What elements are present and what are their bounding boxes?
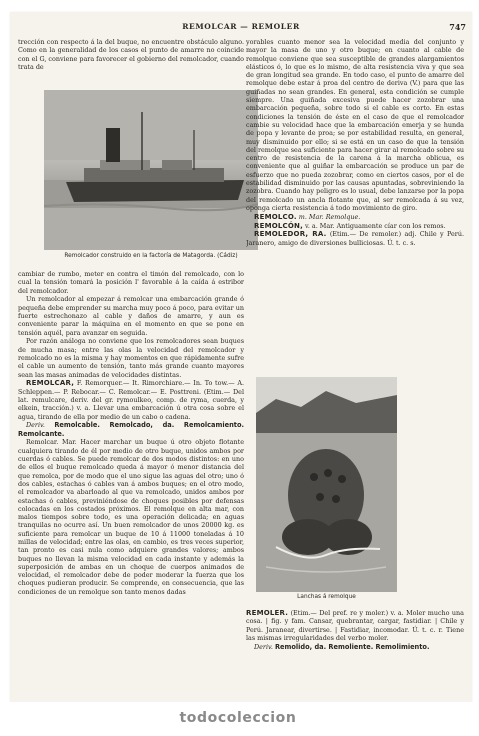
column-right-top [246,38,464,376]
entry-headword: REMOLCAR, [26,379,75,388]
dictionary-entry-remolcar [18,379,244,420]
running-head-title: REMOLCAR — REMOLER [182,22,300,31]
page-number: 747 [449,22,466,32]
paragraph: Remolcar. Mar. Hacer marchar un buque ú otro objeto flotante cualquiera tirando de él por medio de otro buque, unidos ambos por cuerdas ó cables. Se puede remolcar de dos modos distintos: en uno de ellos el buque remolcado queda á mayor ó menor distancia del que remolca, por de modo que el uno sigue las aguas del otro; uno ó dos cables, estachas ó cables van á ambos buques; en el otro modo, el remolcador va abarloado al que va remolcado, unidos ambos por estachas ó cables, previniéndose de choques posibles por defensas colocadas en los costados próximos. El remolque en alta mar, con malos tiempos sobre todo, es una operación delicada; en aguas tranquilas no ocurre así. Un buen remolcador de unos 20000 kg. es suficiente para remolcar un buque de 10 á 11000 toneladas á 10 millas de velocidad; entre las olas, en cambio, es tres veces superior, tan pronto es casi nula como adquiere grandes valores; ambos buques no llevan la misma velocidad en cada instante y además la superposición de ambas en un choque de cuerpos animados de velocidad, el remolcador debe de poder moderar la fuerza que los choques pudieran producir. Se comprende, en consecuencia, que las condiciones de un remolque son tanto menos dadas [18,438,244,596]
boats-in-tow-photo [256,377,397,592]
dictionary-entry-remoler [246,609,464,642]
derivatives-line [246,643,464,651]
entry-headword: REMOLER. [246,609,289,617]
column-left-bottom [18,270,244,700]
entry-headword: REMOLEDOR, RA. [254,230,327,239]
deriv-label: Deriv. [254,642,273,651]
watermark-brand: todocoleccion [179,710,297,726]
entry-headword: REMOLCO. [254,212,297,221]
tugboat-illustration [44,90,258,250]
dictionary-entry-remoledor [246,230,464,247]
running-header [16,22,466,36]
entry-definition: (Etim.— Del pref. re y moler.) v. a. Moler mucho una cosa. | fig. y fam. Cansar, quebrantar, cargar, fastidiar. | Chile y Perú. Jaranear, divertirse. | Fastidiar, incomodar. Ú. t. c. r. Tiene las mismas irregularidades del verbo moler. [246,609,464,642]
paragraph: cambiar de rumbo, meter en contra el timón del remolcado, con lo cual la tensión tomará la posición l' favorable á la caída á estribor del remolcador. [18,270,244,295]
tugboat-photo [44,90,258,250]
boats-photo-caption: Lanchas á remolque [297,594,356,600]
book-page [10,12,472,702]
deriv-words: Remolido, da. Remoliente. Remolimiento. [274,642,430,651]
deriv-words: Remolcable. Remolcado, da. Remolcamiento. Remolcante. [18,421,244,438]
paragraph: trección con respecto á la del buque, no encuentre obstáculo alguno. Como en la generalidad de los casos el punto de amarre no coincide con el G, conviene para favorecer el gobierno del remolcador, cuando trata de [18,38,244,71]
boats-illustration [256,377,397,592]
watermark-footer [0,702,479,736]
dictionary-entry-remolcon [246,222,464,230]
column-right-bottom [246,609,464,699]
paragraph: Por razón análoga no conviene que los remolcadores sean buques de mucha masa; entre las olas la velocidad del remolcador y remolcado no es la misma y hay momentos en que rápidamente sufre el cable un aumento de tensión, tanto más grande cuanto mayores sean las masas animadas de velocidades distintas. [18,337,244,379]
entry-headword: REMOLCÓN, [254,221,303,230]
derivatives-line [18,421,244,438]
column-left-top [18,38,244,94]
deriv-label: Deriv. [26,421,45,430]
dictionary-entry-remolco [246,213,464,221]
entry-definition: m. Mar. Remolque. [298,212,361,221]
tugboat-photo-caption: Remolcador construido en la factoría de Matagorda. (Cádiz) [64,253,238,259]
paragraph: yorables cuanto menor sea la velocidad media del conjunto y mayor la masa de uno y otro buque; en cuanto al cable de remolque conviene que sea susceptible de grandes alargamientos elásticos ó, lo que es lo mismo, de alta resistencia viva y que sea de gran longitud sea grande. En todo caso, el punto de amarre del remolque debe estar á proa del centro de deriva (V.) para que las guiñadas no sean grandes. En general, esta condición se cumple siempre. Una guiñada excesiva puede hacer zozobrar una embarcación pequeña, sobre todo si el cable es corto. En estas condiciones la tensión de éste en el caso de que el remolcador cambie su velocidad hace que la embarcación emerja y se hunda de popa y levante de proa; se por estabilidad resulta, en general, muy disminuido por ello; si se está en un caso de que la tensión del remolque sea suficiente para hacer girar al remolcado sobre su centro de resistencia de la carena á la marcha oblicua, es conveniente que al guiñar la embarcación se produce un par de esfuerzo que no pueda zozobrar, como en ciertos casos, por el de estabilidad disminuido por las causas apuntadas, sobreviniendo la zozobra. Cuando hay peligro es lo usual, debe lanzarse por la popa del remolcado un ancla flotante que, al ser remolcada á su vez, oponga cierta resistencia á todo movimiento de giro. [246,38,464,212]
entry-definition: v. a. Mar. Antiguamente cíar con los remos. [305,221,446,230]
entry-definition: (Etim.— De remoler.) adj. Chile y Perú. Jaranero, amigo de diversiones bulliciosas. Ú. t. c. s. [246,230,464,247]
entry-definition: F. Remorquer.— It. Rimorchiare.— In. To tow.— A. Schleppen.— P. Rebocar.— C. Remolcar.— E. Posttreni. (Etim.— Del lat. remulcare, deriv. del gr. rymoulkeo, comp. de ryma, cuerda, y elkein, tracción.) v. a. Llevar una embarcación ú otra cosa sobre el agua, tirando de ella por medio de un cabo o cadena. [18,379,244,421]
paragraph: Un remolcador al empezar á remolcar una embarcación grande ó pequeña debe emprender su marcha muy poco á poco, para evitar un fuerte estrechonazo al cable y daños de amarre, y aun es conveniente parar la máquina en el momento en que se pone en tensión aquél, para avanzar en seguida. [18,295,244,337]
